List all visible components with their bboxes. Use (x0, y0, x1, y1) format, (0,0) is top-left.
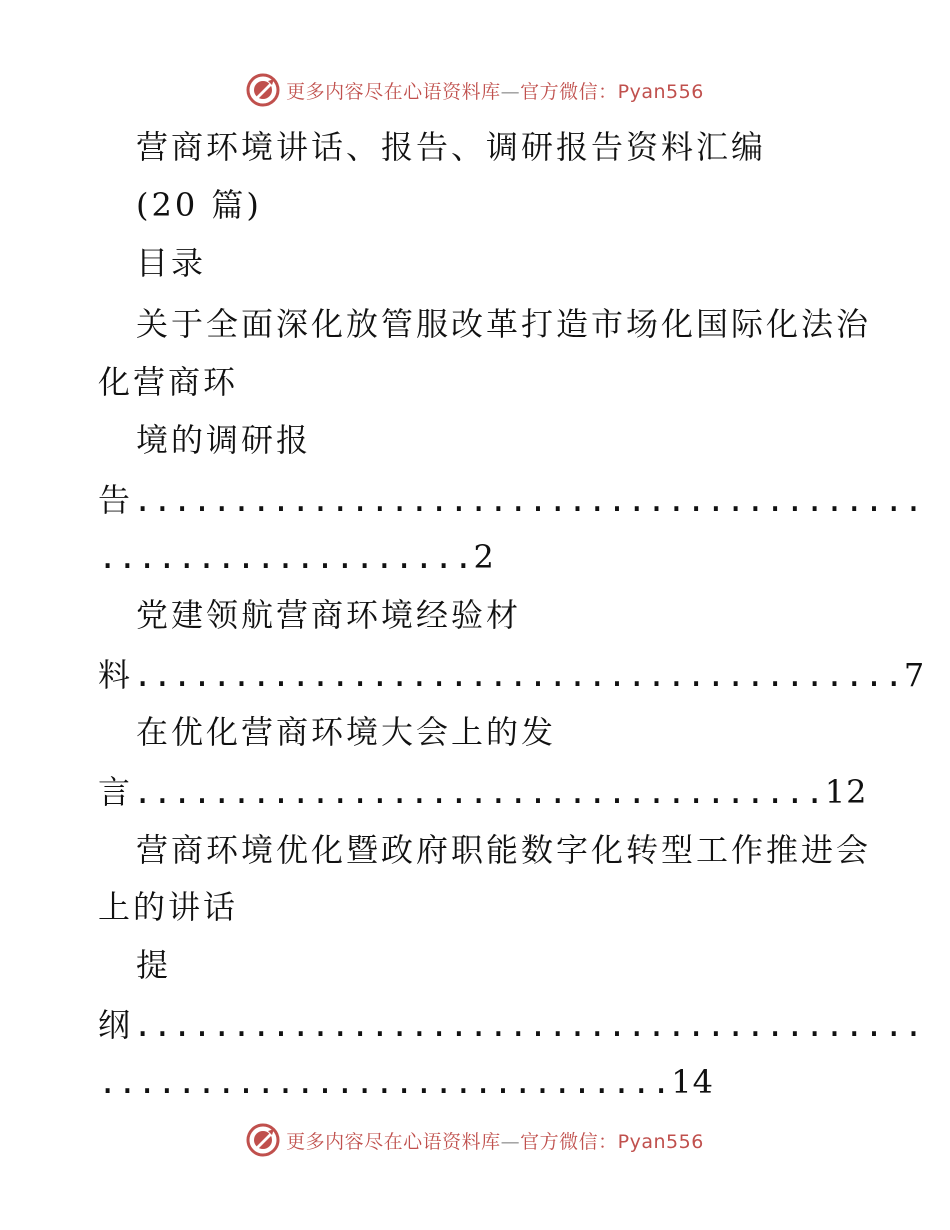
toc-heading: 目录 (136, 244, 207, 282)
dot-leader: ....................................... (133, 656, 904, 694)
toc-page-number: 2 (473, 538, 495, 576)
dot-leader: ................... (98, 538, 474, 576)
toc-entry-title: 化营商环 (98, 363, 239, 401)
toc-entry-leader (98, 480, 924, 520)
toc-entry-leader (98, 1062, 714, 1102)
toc-entry-title: 提 (136, 946, 172, 984)
toc-page-number: 7 (903, 656, 926, 694)
toc-entry-last-char: 告 (98, 481, 134, 519)
footer-banner (0, 1120, 950, 1160)
document-title-count: (20 篇) (136, 186, 262, 224)
toc-entry-leader (98, 772, 868, 812)
toc-entry-title: 党建领航营商环境经验材 (136, 596, 522, 634)
document-title: 营商环境讲话、报告、调研报告资料汇编 (136, 128, 767, 166)
toc-entry-leader (98, 537, 495, 577)
banner-text: 更多内容尽在心语资料库—官方微信：Pyan556 (286, 80, 704, 103)
toc-entry-last-char: 料 (98, 656, 134, 694)
dot-leader: ........................................ (133, 481, 924, 519)
pen-logo-icon (246, 73, 280, 107)
dot-leader: ............................. (98, 1063, 672, 1101)
dot-leader: ................................... (133, 773, 825, 811)
toc-entry-last-char: 言 (98, 773, 134, 811)
toc-entry-title: 在优化营商环境大会上的发 (136, 713, 557, 751)
toc-entry-title: 境的调研报 (136, 421, 312, 459)
banner-text: 更多内容尽在心语资料库—官方微信：Pyan556 (286, 1130, 704, 1153)
toc-entry-title: 上的讲话 (98, 888, 239, 926)
pen-logo-icon (246, 1123, 280, 1157)
toc-entry-leader (98, 1005, 924, 1045)
dot-leader: ........................................ (133, 1006, 924, 1044)
toc-entry-title: 关于全面深化放管服改革打造市场化国际化法治 (136, 305, 872, 343)
toc-entry-leader (98, 655, 925, 695)
toc-entry-last-char: 纲 (98, 1006, 134, 1044)
toc-entry-title: 营商环境优化暨政府职能数字化转型工作推进会 (136, 831, 872, 869)
toc-page-number: 12 (824, 773, 868, 811)
toc-page-number: 14 (671, 1063, 714, 1101)
header-banner (0, 70, 950, 110)
